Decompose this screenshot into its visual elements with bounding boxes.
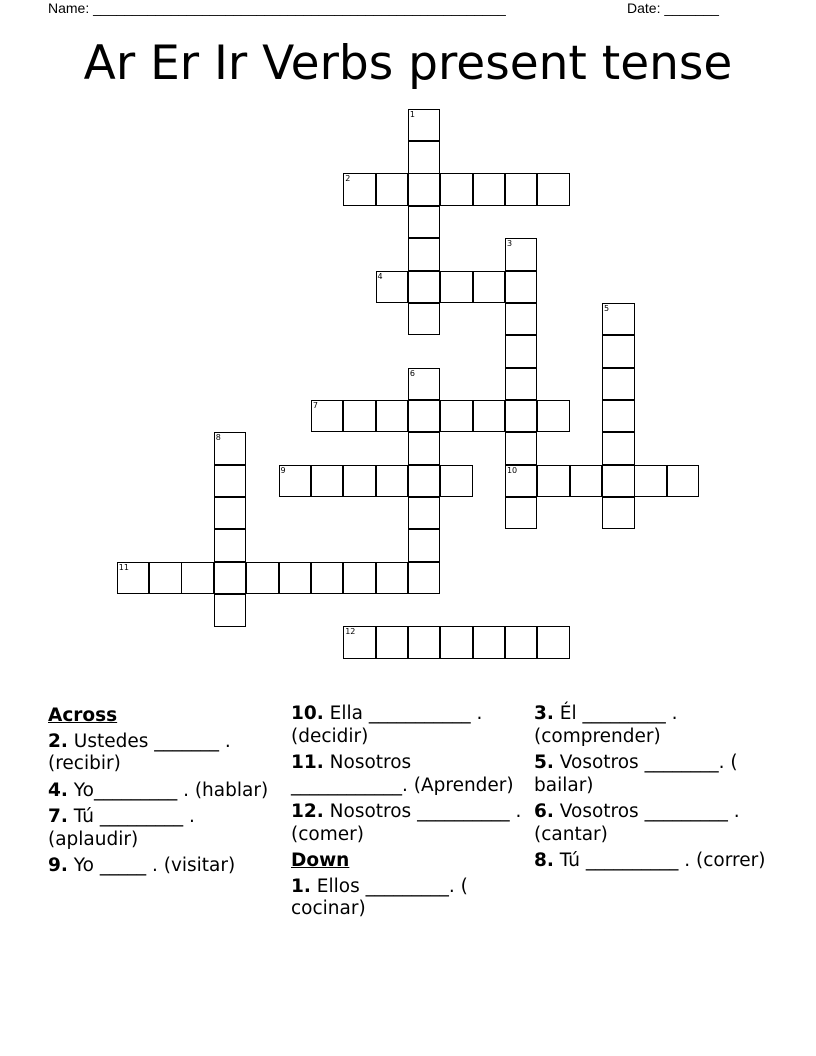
grid-cell[interactable]	[473, 271, 506, 304]
clue-item	[534, 850, 774, 873]
grid-cell[interactable]	[214, 432, 247, 465]
grid-cell[interactable]	[408, 432, 441, 465]
grid-cell[interactable]	[505, 238, 538, 271]
date-field-label: Date: _______	[627, 0, 719, 16]
clue-item-number: 10.	[291, 703, 324, 724]
clue-item-text: Ella ___________ . (decidir)	[291, 703, 483, 747]
clue-number-label: 4	[377, 271, 383, 281]
grid-cell[interactable]	[570, 465, 603, 498]
grid-cell[interactable]	[440, 271, 473, 304]
clue-number-label: 3	[506, 239, 513, 249]
clue-item-text: Nosotros __________ . (comer)	[291, 801, 522, 845]
grid-cell[interactable]	[505, 400, 538, 433]
clue-item	[48, 806, 280, 851]
grid-cell[interactable]	[279, 465, 312, 498]
clue-item-text: Nosotros ____________. (Aprender)	[291, 752, 514, 796]
grid-cell[interactable]	[440, 400, 473, 433]
grid-cell[interactable]	[602, 303, 635, 336]
clue-item-number: 4.	[48, 779, 68, 801]
clue-item	[534, 703, 774, 748]
clue-item-text: Vosotros _________ . (cantar)	[534, 801, 740, 845]
grid-cell[interactable]	[408, 529, 441, 562]
grid-cell[interactable]	[149, 562, 182, 595]
grid-cell[interactable]	[376, 562, 409, 595]
clue-item	[48, 731, 280, 776]
grid-cell[interactable]	[376, 271, 409, 304]
clue-item-text: Yo_________ . (hablar)	[67, 779, 269, 801]
grid-cell[interactable]	[214, 594, 247, 627]
clue-item	[291, 876, 527, 921]
clue-item-number: 12.	[291, 801, 324, 822]
clue-column-3	[534, 703, 774, 877]
grid-cell[interactable]	[214, 465, 247, 498]
clue-item-number: 11.	[291, 752, 324, 773]
grid-cell[interactable]	[311, 400, 344, 433]
grid-cell[interactable]	[505, 173, 538, 206]
grid-cell[interactable]	[602, 368, 635, 401]
grid-cell[interactable]	[667, 465, 700, 498]
grid-cell[interactable]	[440, 173, 473, 206]
grid-cell[interactable]	[505, 335, 538, 368]
grid-cell[interactable]	[376, 626, 409, 659]
grid-cell[interactable]	[602, 497, 635, 530]
page-title: Ar Er Ir Verbs present tense	[83, 36, 733, 91]
grid-cell[interactable]	[343, 465, 376, 498]
grid-cell[interactable]	[408, 626, 441, 659]
grid-cell[interactable]	[537, 173, 570, 206]
grid-cell[interactable]	[246, 562, 279, 595]
grid-cell[interactable]	[343, 626, 376, 659]
clue-item-number: 1.	[291, 875, 311, 897]
grid-cell[interactable]	[505, 497, 538, 530]
grid-cell[interactable]	[537, 626, 570, 659]
grid-cell[interactable]	[408, 109, 441, 142]
clue-number-label: 10	[506, 465, 518, 475]
clue-item-number: 3.	[534, 703, 554, 724]
grid-cell[interactable]	[311, 465, 344, 498]
grid-cell[interactable]	[214, 497, 247, 530]
clue-column-1	[48, 703, 280, 882]
grid-cell[interactable]	[505, 432, 538, 465]
grid-cell[interactable]	[440, 626, 473, 659]
clue-number-label: 11	[118, 562, 129, 572]
clue-number-label: 6	[409, 368, 415, 378]
clue-item-text: Ellos _________. ( cocinar)	[291, 875, 468, 919]
clue-column-2	[291, 703, 527, 925]
grid-cell[interactable]	[376, 173, 409, 206]
clue-item-number: 5.	[534, 752, 554, 773]
clue-item	[291, 801, 527, 846]
clue-item-text: Él _________ . (comprender)	[534, 703, 678, 747]
grid-cell[interactable]	[602, 400, 635, 433]
grid-cell[interactable]	[343, 400, 376, 433]
clue-number-label: 5	[604, 303, 610, 313]
grid-cell[interactable]	[473, 400, 506, 433]
clue-item-number: 8.	[534, 850, 554, 871]
grid-cell[interactable]	[602, 465, 635, 498]
grid-cell[interactable]	[214, 562, 247, 595]
grid-cell[interactable]	[408, 206, 441, 239]
clue-item	[48, 780, 280, 803]
clue-item	[291, 752, 527, 797]
grid-cell[interactable]	[408, 368, 441, 401]
clue-number-label: 2	[345, 174, 351, 184]
grid-cell[interactable]	[505, 465, 538, 498]
grid-cell[interactable]	[602, 432, 635, 465]
clue-number-label: 1	[409, 109, 415, 119]
grid-cell[interactable]	[505, 303, 538, 336]
grid-cell[interactable]	[408, 173, 441, 206]
grid-cell[interactable]	[505, 626, 538, 659]
grid-cell[interactable]	[214, 529, 247, 562]
grid-cell[interactable]	[117, 562, 150, 595]
grid-cell[interactable]	[279, 562, 312, 595]
clue-item	[291, 703, 527, 748]
grid-cell[interactable]	[408, 562, 441, 595]
name-field-label: Name: _____________________________________________________	[48, 0, 506, 16]
across-heading: Across	[48, 705, 118, 726]
clue-item-number: 6.	[534, 801, 554, 822]
clue-item	[48, 855, 280, 878]
down-heading: Down	[291, 850, 350, 871]
grid-cell[interactable]	[408, 465, 441, 498]
grid-cell[interactable]	[181, 562, 214, 595]
grid-cell[interactable]	[634, 465, 667, 498]
grid-cell[interactable]	[440, 465, 473, 498]
grid-cell[interactable]	[602, 335, 635, 368]
grid-cell[interactable]	[376, 465, 409, 498]
clue-number-label: 9	[280, 465, 286, 475]
clue-item	[534, 752, 774, 797]
grid-cell[interactable]	[408, 497, 441, 530]
clue-number-label: 12	[345, 627, 356, 637]
clue-item-number: 9.	[48, 855, 68, 876]
clue-number-label: 7	[312, 400, 318, 410]
clue-item-text: Tú _________ . (aplaudir)	[48, 806, 195, 850]
grid-cell[interactable]	[473, 173, 506, 206]
clue-number-label: 8	[215, 433, 221, 443]
grid-cell[interactable]	[408, 400, 441, 433]
grid-cell[interactable]	[537, 400, 570, 433]
grid-cell[interactable]	[408, 238, 441, 271]
grid-cell[interactable]	[537, 465, 570, 498]
clue-item-number: 7.	[48, 806, 68, 827]
clue-item	[534, 801, 774, 846]
clue-item-text: Tú __________ . (correr)	[553, 850, 766, 871]
grid-cell[interactable]	[408, 271, 441, 304]
clue-item-number: 2.	[48, 730, 68, 752]
grid-cell[interactable]	[343, 173, 376, 206]
grid-cell[interactable]	[408, 303, 441, 336]
grid-cell[interactable]	[343, 562, 376, 595]
grid-cell[interactable]	[505, 368, 538, 401]
clue-item-text: Vosotros ________. ( bailar)	[534, 752, 738, 796]
grid-cell[interactable]	[473, 626, 506, 659]
clue-item-text: Yo _____ . (visitar)	[67, 855, 236, 876]
grid-cell[interactable]	[376, 400, 409, 433]
grid-cell[interactable]	[311, 562, 344, 595]
grid-cell[interactable]	[408, 141, 441, 174]
clue-item-text: Ustedes _______ . (recibir)	[48, 730, 231, 774]
grid-cell[interactable]	[505, 271, 538, 304]
